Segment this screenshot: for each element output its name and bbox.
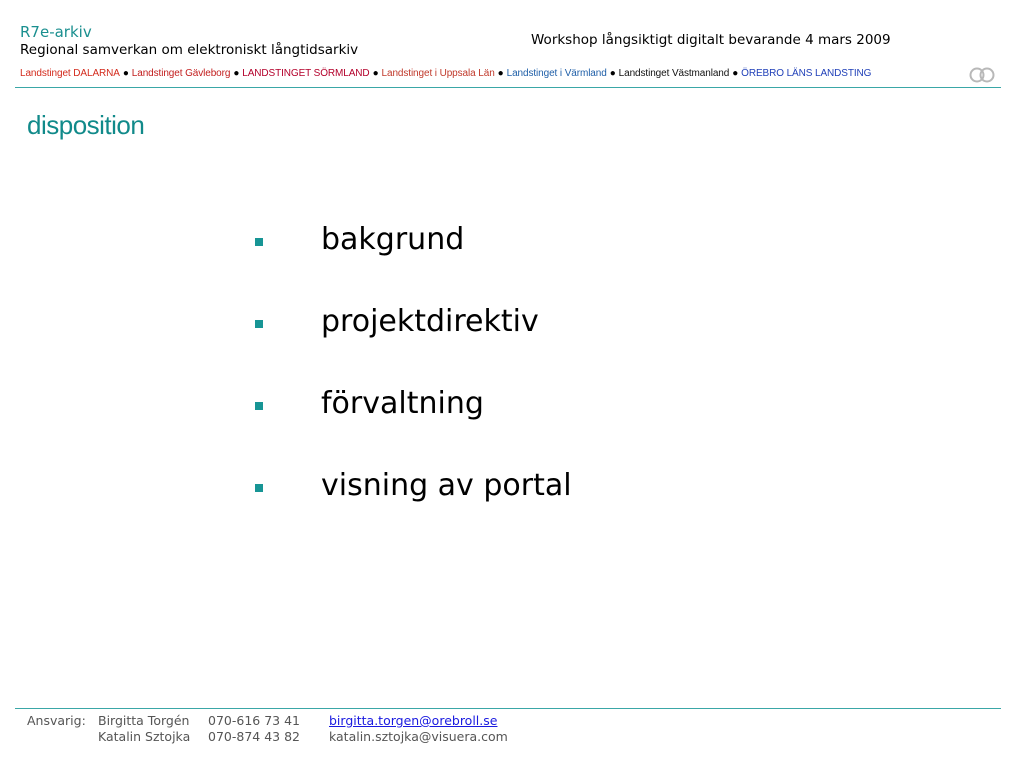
separator-dot-icon: ● [497, 68, 504, 79]
organization-name: Landstinget i Värmland [506, 68, 607, 79]
organization-list [20, 68, 871, 79]
header-divider [15, 87, 1001, 88]
contact-name: Katalin Sztojka [98, 729, 191, 744]
slide-title: disposition [27, 110, 145, 140]
responsible-label: Ansvarig: [27, 713, 86, 728]
separator-dot-icon: ● [372, 68, 379, 79]
square-bullet-icon [255, 320, 263, 328]
separator-dot-icon: ● [609, 68, 616, 79]
square-bullet-icon [255, 484, 263, 492]
rings-logo-icon [968, 66, 996, 84]
separator-dot-icon: ● [732, 68, 739, 79]
app-subtitle: Regional samverkan om elektroniskt långtidsarkiv [20, 42, 359, 58]
organization-name: LANDSTINGET SÖRMLAND [242, 68, 370, 79]
organization-name: Landstinget i Uppsala Län [381, 68, 495, 79]
contact-email: katalin.sztojka@visuera.com [329, 729, 508, 744]
workshop-title: Workshop långsiktigt digitalt bevarande 4 mars 2009 [531, 32, 891, 48]
bullet-text: projektdirektiv [321, 304, 539, 339]
footer-divider [15, 708, 1001, 709]
app-title: R7e-arkiv [20, 23, 92, 41]
contact-name: Birgitta Torgén [98, 713, 190, 728]
square-bullet-icon [255, 238, 263, 246]
contact-phone: 070-616 73 41 [208, 713, 300, 728]
organization-name: Landstinget DALARNA [20, 68, 120, 79]
organization-name: Landstinget Västmanland [618, 68, 730, 79]
contact-email-link[interactable]: birgitta.torgen@orebroll.se [329, 713, 498, 728]
separator-dot-icon: ● [122, 68, 129, 79]
organization-name: Landstinget Gävleborg [131, 68, 231, 79]
contact-phone: 070-874 43 82 [208, 729, 300, 744]
organization-name: ÖREBRO LÄNS LANDSTING [741, 68, 872, 79]
square-bullet-icon [255, 402, 263, 410]
bullet-text: förvaltning [321, 386, 484, 421]
bullet-text: bakgrund [321, 222, 465, 257]
bullet-text: visning av portal [321, 468, 572, 503]
separator-dot-icon: ● [233, 68, 240, 79]
